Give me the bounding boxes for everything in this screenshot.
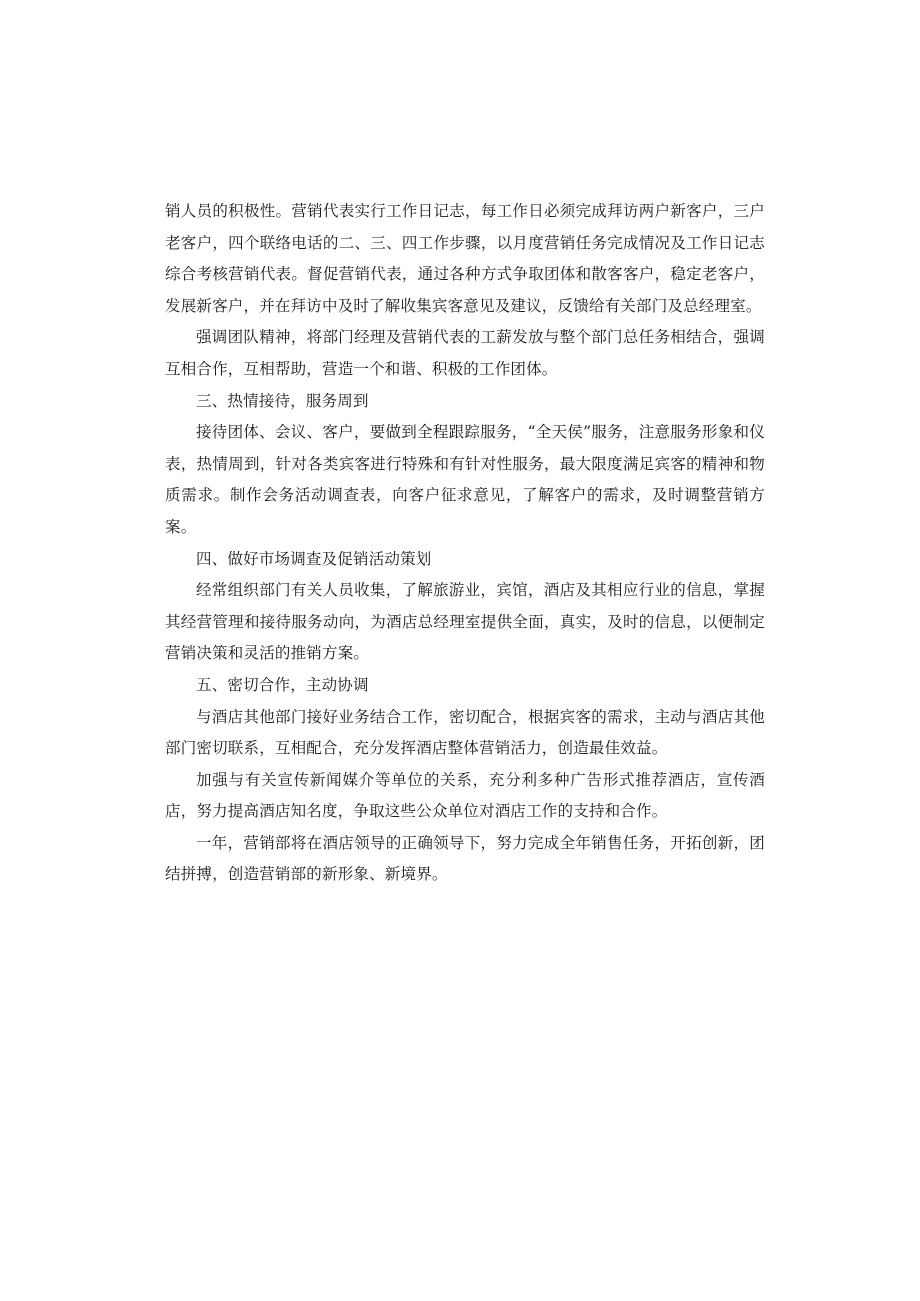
document-body [165,196,765,891]
paragraph-reception-service: 接待团体、会议、客户，要做到全程跟踪服务，“全天侯”服务，注意服务形象和仪表，热情周到，针对各类宾客进行特殊和有针对性服务，最大限度满足宾客的精神和物质需求。制作会务活动调查表，向客户征求意见，了解客户的需求，及时调整营销方案。 [165,423,765,536]
section-heading-reception: 三、热情接待，服务周到 [196,391,369,410]
paragraph-market-research: 经常组织部门有关人员收集，了解旅游业，宾馆，酒店及其相应行业的信息，掌握其经营管理和接待服务动向，为酒店总经理室提供全面，真实，及时的信息，以便制定营销决策和灵活的推销方案。 [165,581,765,663]
section-heading-cooperation: 五、密切合作，主动协调 [196,675,369,694]
paragraph-sales-staff-motivation: 销人员的积极性。营销代表实行工作日记志，每工作日必须完成拜访两户新客户，三户老客户，四个联络电话的二、三、四工作步骤，以月度营销任务完成情况及工作日记志综合考核营销代表。督促营销代表，通过各种方式争取团体和散客客户，稳定老客户，发展新客户，并在拜访中及时了解收集宾客意见及建议，反馈给有关部门及总经理室。 [165,202,765,315]
paragraph-department-cooperation: 与酒店其他部门接好业务结合工作，密切配合，根据宾客的需求，主动与酒店其他部门密切联系，互相配合，充分发挥酒店整体营销活力，创造最佳效益。 [165,707,765,758]
paragraph-annual-outlook: 一年，营销部将在酒店领导的正确领导下，努力完成全年销售任务，开拓创新，团结拼搏，创造营销部的新形象、新境界。 [165,833,765,884]
paragraph-team-spirit: 强调团队精神，将部门经理及营销代表的工薪发放与整个部门总任务相结合，强调互相合作，互相帮助，营造一个和谐、积极的工作团体。 [165,328,765,378]
paragraph-media-relations: 加强与有关宣传新闻媒介等单位的关系，充分利多种广告形式推荐酒店，宣传酒店，努力提高酒店知名度，争取这些公众单位对酒店工作的支持和合作。 [165,770,765,821]
section-heading-market-research: 四、做好市场调查及促销活动策划 [196,549,432,568]
